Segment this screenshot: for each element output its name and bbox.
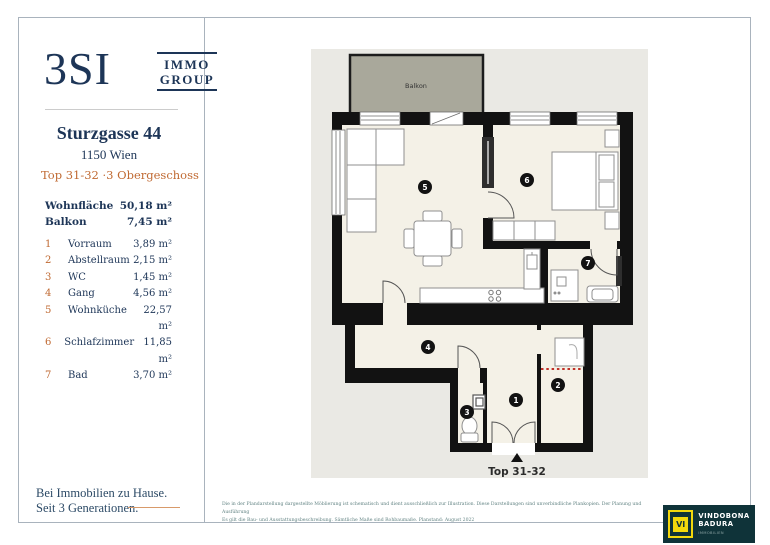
washbasin [587, 286, 618, 302]
side-window [332, 130, 345, 215]
nightstand [605, 130, 619, 147]
area-value: 50,18 m² [119, 200, 172, 212]
city-name: 1150 Wien [80, 147, 138, 162]
unit-floor-line: Top 31-32 ·3 Obergeschoss [41, 168, 199, 182]
sliding-door [482, 137, 494, 188]
room-number: 2 [45, 255, 52, 267]
room-number: 4 [45, 288, 52, 300]
svg-text:1: 1 [513, 395, 519, 405]
wc-basin [473, 395, 485, 409]
area-label: Balkon [45, 216, 87, 228]
nightstand [605, 212, 619, 229]
disclaimer [222, 501, 654, 525]
area-label: Wohnfläche [45, 200, 114, 212]
property-address [25, 122, 193, 164]
street-name: Sturzgasse 44 [56, 123, 162, 143]
partner-name-line1: VINDOBONA [698, 511, 750, 520]
kitchen-sink [527, 255, 537, 269]
logo-divider-rule [45, 109, 178, 110]
logo-main-text: 3SI [44, 43, 111, 94]
area-row-balcony [45, 214, 172, 230]
room-name: WC [68, 271, 86, 283]
partner-logo-mark [668, 510, 693, 538]
svg-text:2: 2 [555, 380, 561, 390]
boiler [555, 338, 584, 366]
room-row [45, 270, 172, 286]
svg-text:3: 3 [464, 407, 470, 417]
room-area: 4,56 m² [133, 288, 172, 300]
tagline-accent-rule [128, 507, 180, 508]
room-name: Abstellraum [68, 255, 130, 267]
partner-initials: VI [673, 517, 688, 532]
room-number: 5 [45, 304, 52, 316]
room-area: 2,15 m² [133, 255, 172, 267]
room-number: 7 [45, 370, 52, 382]
area-value: 7,45 m² [127, 216, 172, 228]
room-number: 1 [45, 239, 52, 250]
room-list [45, 237, 172, 385]
washing-machine [551, 270, 578, 301]
logo-sub-line2: GROUP [159, 72, 215, 87]
room-area: 3,70 m² [133, 370, 172, 382]
room-row [45, 335, 172, 368]
partner-logo [663, 505, 755, 543]
room-name: Gang [68, 288, 95, 300]
partner-logo-text [698, 512, 755, 537]
room-row [45, 368, 172, 384]
wardrobe [493, 221, 555, 240]
svg-text:6: 6 [524, 175, 530, 185]
room-name: Bad [68, 370, 88, 382]
room-name: Schlafzimmer [64, 337, 135, 349]
room-area: 3,89 m² [133, 239, 172, 250]
balcony [350, 55, 483, 115]
logo-subtitle [157, 52, 217, 91]
room-number: 6 [45, 337, 52, 349]
toilet [461, 417, 478, 442]
unit-label-text: Top 31-32 [488, 466, 546, 478]
logo-sub-line1: IMMO [164, 57, 210, 72]
disclaimer-line1: Die in der Plandarstellung dargestellte Möblierung ist schematisch und dient ausschließlich zur Illustration. Diese Darstellungen sind unverbindliche Plankopien. Der Planung und Ausführung [222, 502, 642, 515]
partner-name-line2: BADURA IMMOBILIEN [698, 519, 734, 535]
room-row [45, 286, 172, 302]
svg-text:7: 7 [585, 258, 591, 268]
disclaimer-line2: Es gilt die Bau- und Ausstattungsbeschreibung. Sämtliche Maße sind Rohbaumaße. Planstand: August 2022 [222, 518, 475, 523]
company-logo [44, 43, 215, 100]
room-number: 3 [45, 271, 52, 283]
brand-tagline [36, 486, 206, 516]
room-name: Wohnküche [67, 304, 127, 316]
sidebar-divider [204, 17, 205, 522]
balcony-label: Balkon [405, 82, 427, 90]
svg-text:5: 5 [422, 182, 428, 192]
room-row [45, 237, 172, 253]
room-name: Vorraum [68, 239, 112, 250]
room-area: 1,45 m² [133, 271, 172, 283]
tagline-line1: Bei Immobilien zu Hause. [36, 486, 168, 500]
room-area: 22,57 m² [143, 304, 172, 333]
area-summary-table [45, 198, 172, 230]
floor-plan [311, 49, 648, 478]
svg-text:4: 4 [425, 342, 431, 352]
room-row [45, 253, 172, 269]
room-area: 11,85 m² [143, 337, 172, 365]
area-row-living [45, 198, 172, 214]
tagline-line2: Seit 3 Generationen. [36, 501, 139, 515]
bed [552, 152, 618, 210]
partner-suffix: IMMOBILIEN [698, 530, 724, 535]
room-row [45, 303, 172, 336]
